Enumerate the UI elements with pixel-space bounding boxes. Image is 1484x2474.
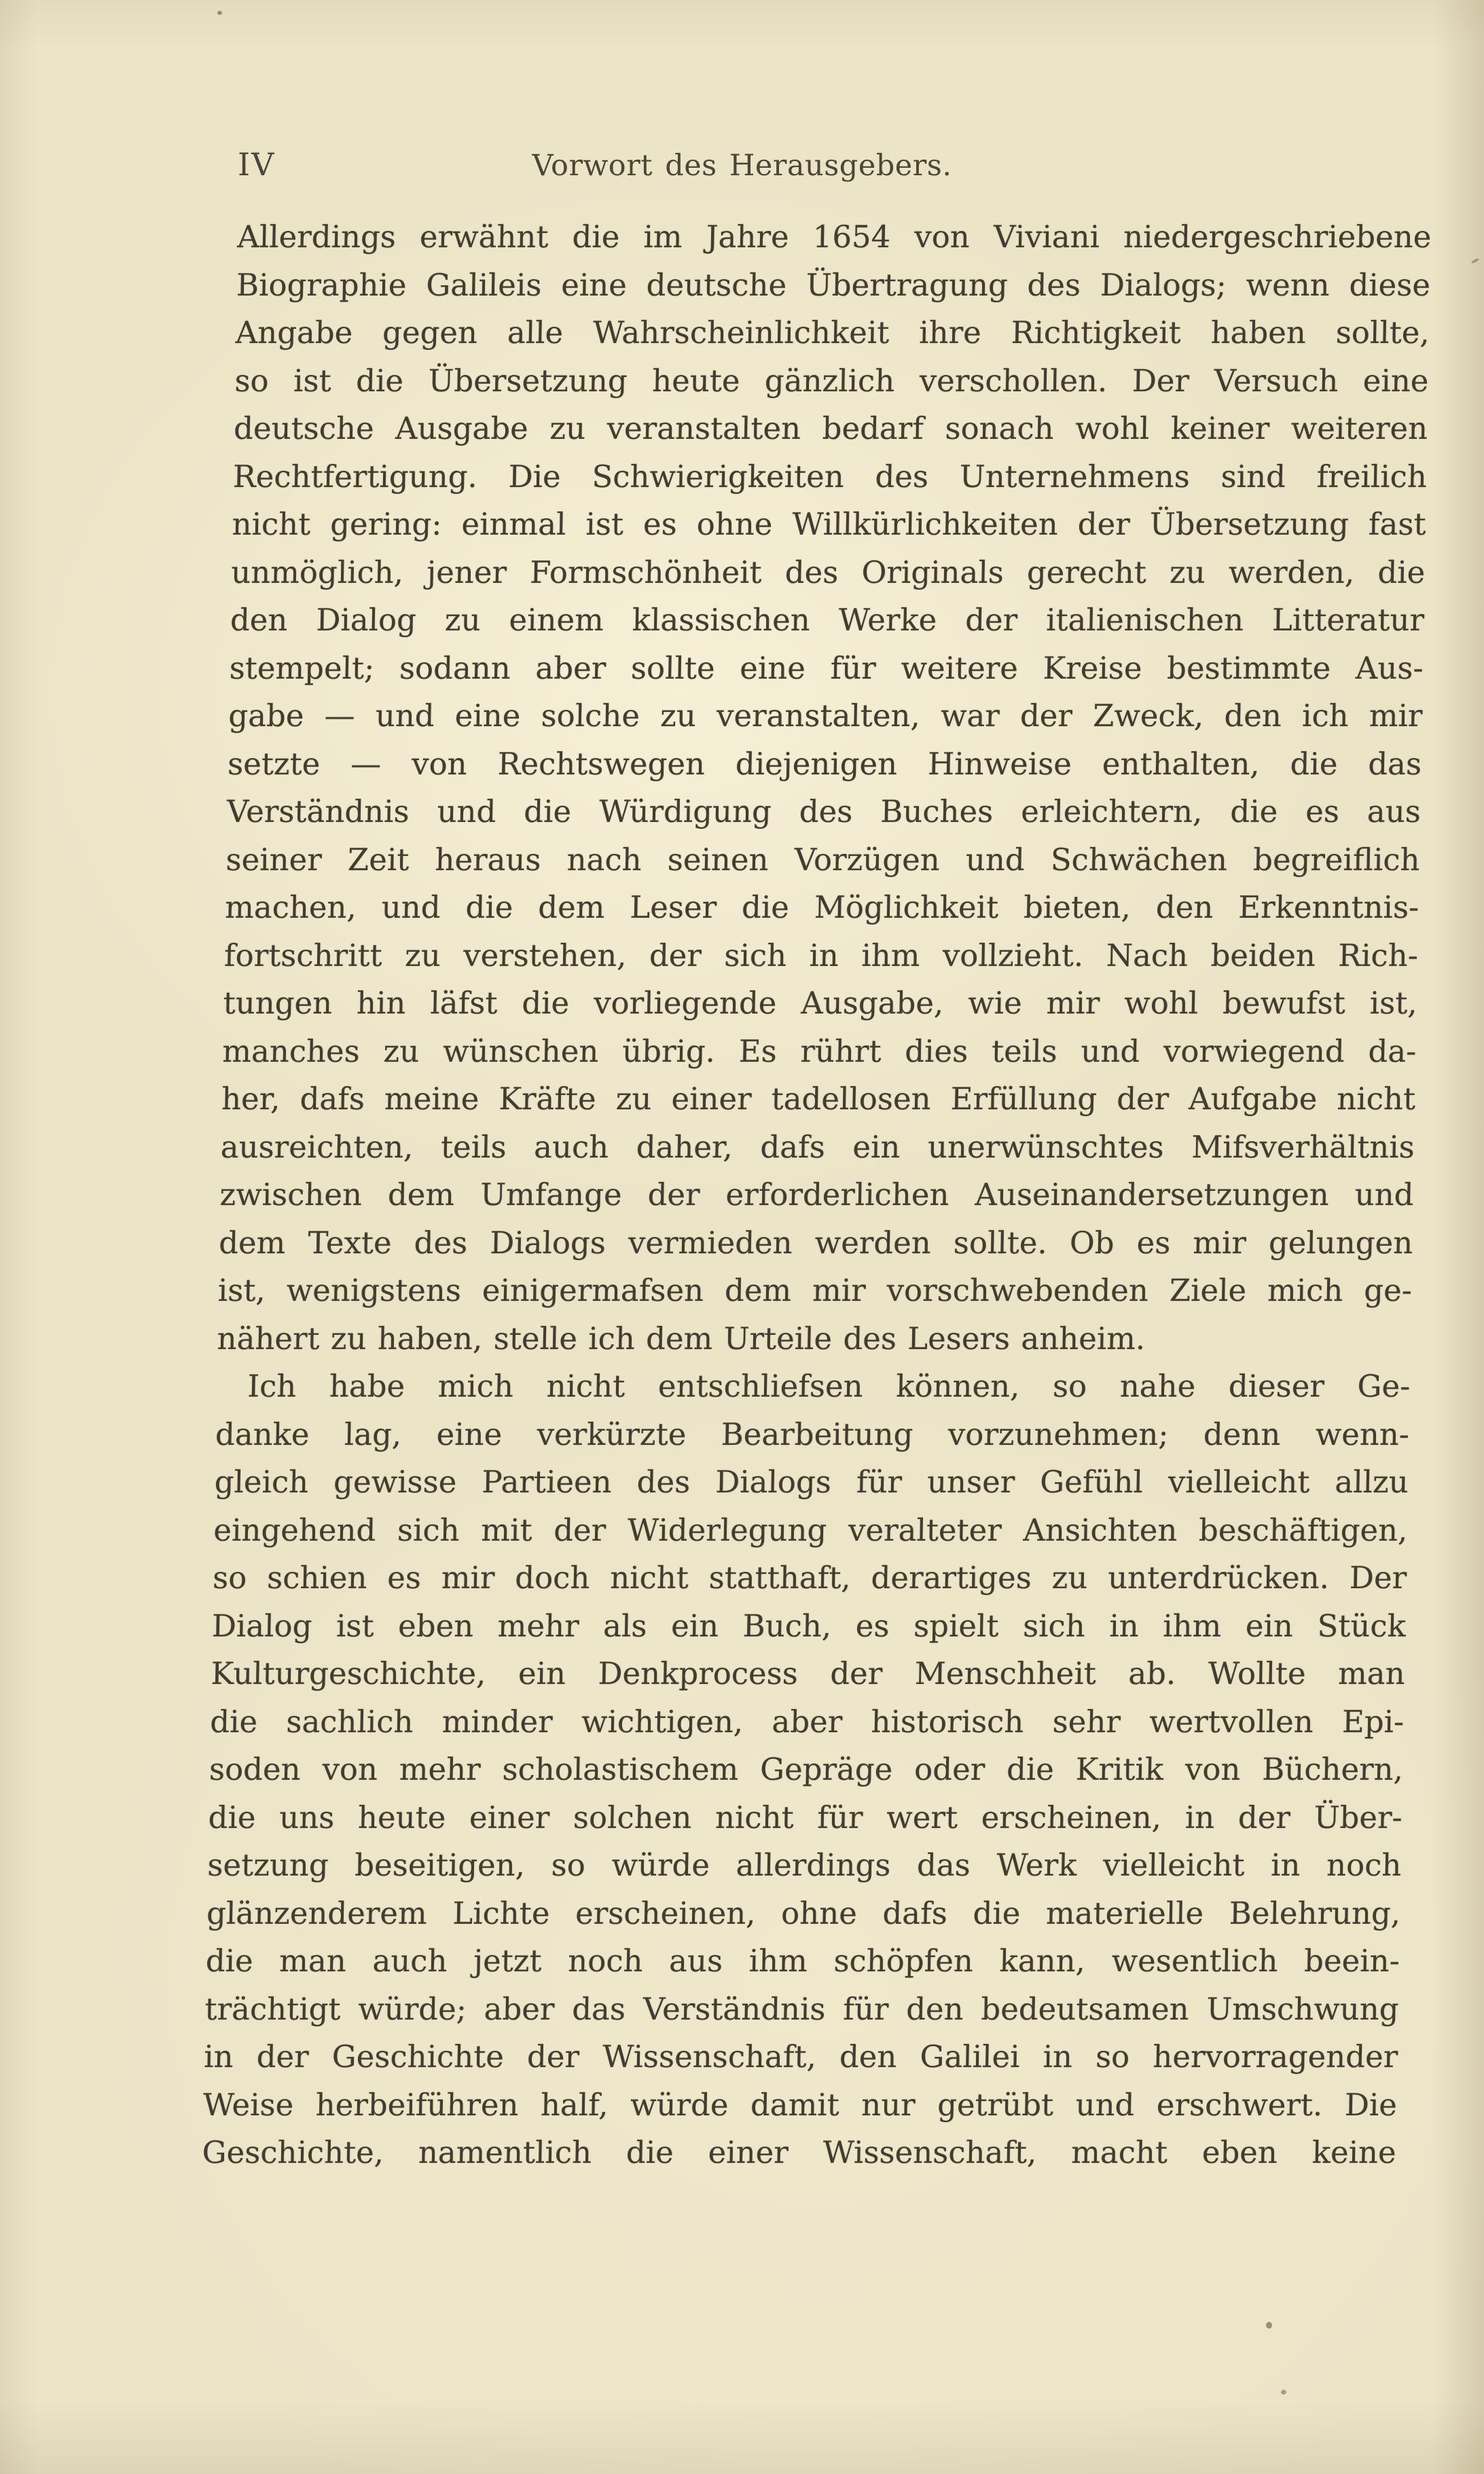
running-head: [0, 144, 1484, 192]
text-line: Geschichte, namentlich die einer Wissenschaft, macht eben keine: [202, 2134, 1397, 2170]
text-line: die man auch jetzt noch aus ihm schöpfen kann, wesentlich beein-: [205, 1943, 1400, 1979]
text-line-paragraph-end: nähert zu haben, stelle ich dem Urteile des Lesers anheim.: [217, 1320, 1146, 1357]
text-line: Rechtfertigung. Die Schwierigkeiten des Unternehmens sind freilich: [232, 458, 1428, 495]
text-line: setzung beseitigen, so würde allerdings das Werk vielleicht in noch: [206, 1847, 1402, 1883]
text-line: seiner Zeit heraus nach seinen Vorzügen und Schwächen begreiflich: [225, 841, 1421, 878]
running-title: Vorwort des Herausgebers.: [532, 149, 952, 183]
text-line: ist, wenigstens einigermafsen dem mir vorschwebenden Ziele mich ge-: [217, 1272, 1413, 1308]
paper-speck: [1266, 2322, 1272, 2329]
text-line: ausreichten, teils auch daher, dafs ein unerwünschtes Mifsverhältnis: [220, 1128, 1415, 1165]
text-line: Allerdings erwähnt die im Jahre 1654 von Viviani niedergeschriebene: [236, 219, 1432, 255]
text-line: Verständnis und die Würdigung des Buches erleichtern, die es aus: [226, 793, 1422, 829]
text-line: Dialog ist eben mehr als ein Buch, es spielt sich in ihm ein Stück: [211, 1607, 1407, 1644]
page-number: IV: [238, 146, 276, 183]
text-line: unmöglich, jener Formschönheit des Originals gerecht zu werden, die: [230, 554, 1426, 590]
text-line: den Dialog zu einem klassischen Werke der italienischen Litteratur: [230, 602, 1425, 638]
text-line: die uns heute einer solchen nicht für wert erscheinen, in der Über-: [208, 1799, 1403, 1835]
text-line: dem Texte des Dialogs vermieden werden sollte. Ob es mir gelungen: [218, 1224, 1413, 1261]
text-line: die sachlich minder wichtigen, aber historisch sehr wertvollen Epi-: [209, 1703, 1405, 1740]
text-line: Angabe gegen alle Wahrscheinlichkeit ihre Richtigkeit haben sollte,: [235, 315, 1430, 351]
text-line: soden von mehr scholastischem Gepräge oder die Kritik von Büchern,: [209, 1751, 1404, 1787]
text-line: danke lag, eine verkürzte Bearbeitung vorzunehmen; denn wenn-: [215, 1416, 1410, 1452]
text-line: eingehend sich mit der Widerlegung veralteter Ansichten beschäftigen,: [213, 1511, 1408, 1548]
text-line: nicht gering: einmal ist es ohne Willkürlichkeiten der Übersetzung fast: [232, 506, 1427, 542]
text-line: in der Geschichte der Wissenschaft, den Galilei in so hervorragender: [203, 2039, 1398, 2075]
text-line: machen, und die dem Leser die Möglichkeit bieten, den Erkenntnis-: [224, 889, 1419, 925]
text-line: Weise herbeiführen half, würde damit nur getrübt und erschwert. Die: [202, 2086, 1398, 2123]
paper-speck: [1281, 2390, 1286, 2395]
text-line: deutsche Ausgabe zu veranstalten bedarf sonach wohl keiner weiteren: [233, 410, 1428, 446]
text-line: gleich gewisse Partieen des Dialogs für unser Gefühl vielleicht allzu: [214, 1464, 1409, 1500]
text-line: gabe — und eine solche zu veranstalten, war der Zweck, den ich mir: [228, 698, 1423, 734]
paper-speck: [217, 11, 222, 15]
text-line: her, dafs meine Kräfte zu einer tadellosen Erfüllung der Aufgabe nicht: [221, 1081, 1416, 1117]
text-line: Kulturgeschichte, ein Denkprocess der Menschheit ab. Wollte man: [211, 1655, 1406, 1691]
paper-speck: [1471, 257, 1479, 264]
text-line: zwischen dem Umfange der erforderlichen Auseinandersetzungen und: [219, 1177, 1415, 1213]
text-line: manches zu wünschen übrig. Es rührt dies teils und vorwiegend da-: [221, 1033, 1417, 1069]
text-line: stempelt; sodann aber sollte eine für weitere Kreise bestimmte Aus-: [229, 649, 1424, 686]
preface-text: [202, 213, 1432, 2177]
text-line: glänzenderem Lichte erscheinen, ohne dafs die materielle Belehrung,: [206, 1895, 1401, 1931]
text-line: tungen hin läfst die vorliegende Ausgabe, wie mir wohl bewufst ist,: [223, 985, 1418, 1021]
text-line: so schien es mir doch nicht statthaft, derartiges zu unterdrücken. Der: [212, 1560, 1407, 1596]
text-line-paragraph-start: Ich habe mich nicht entschliefsen können, so nahe dieser Ge-: [247, 1368, 1411, 1404]
text-line: trächtigt würde; aber das Verständnis für den bedeutsamen Umschwung: [204, 1990, 1400, 2027]
text-line: fortschritt zu verstehen, der sich in ihm vollzieht. Nach beiden Rich-: [223, 937, 1419, 973]
text-line: so ist die Übersetzung heute gänzlich verschollen. Der Versuch eine: [234, 362, 1429, 399]
text-line: setzte — von Rechtswegen diejenigen Hinweise enthalten, die das: [227, 745, 1422, 782]
text-line: Biographie Galileis eine deutsche Übertragung des Dialogs; wenn diese: [236, 266, 1431, 303]
